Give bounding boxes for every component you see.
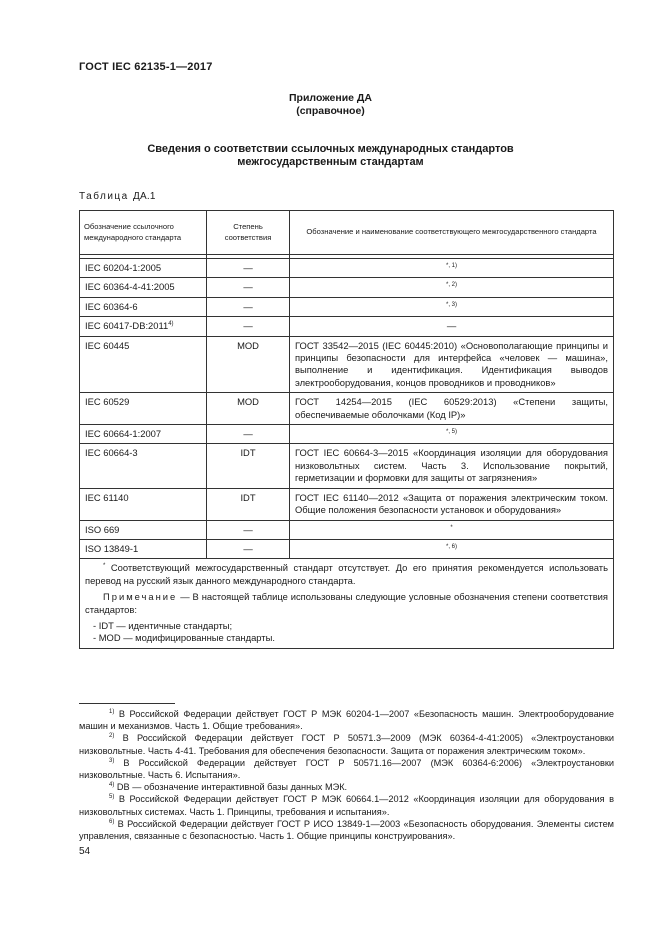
footnote-4: $^{4)}$ DB — обозначение интерактивной базы данных МЭК. bbox=[109, 782, 348, 793]
table-row bbox=[80, 488, 614, 520]
degree-cell: — bbox=[207, 278, 290, 297]
correspondence-table bbox=[79, 210, 614, 649]
degree-cell: — bbox=[207, 520, 290, 539]
degree-cell: — bbox=[207, 297, 290, 316]
std-cell: IEC 60417-DB:2011$^{4)}$ bbox=[80, 317, 207, 336]
desc-cell: *, 3) bbox=[290, 297, 614, 316]
footnotes bbox=[79, 708, 614, 842]
desc-cell: ГОСТ IEC 60664-3—2015 «Координация изоляции для оборудования низковольтных систем. Часть 3. Использование покрытий, герметизации и формовки для защиты от загрязнения» bbox=[290, 444, 614, 488]
document-header: ГОСТ IEC 62135-1—2017 bbox=[79, 61, 213, 73]
std-cell: IEC 60364-6 bbox=[80, 297, 207, 316]
desc-cell: *, 2) bbox=[290, 278, 614, 297]
note-item-idt: - IDT — идентичные стандарты; bbox=[93, 619, 233, 631]
heading-line-1: Сведения о соответствии ссылочных международных стандартов bbox=[147, 143, 514, 155]
appendix-title: Приложение ДА bbox=[289, 92, 372, 104]
footnote-5: $^{5)}$ В Российской Федерации действует ГОСТ Р МЭК 60664.1—2012 «Координация изоляции для оборудования в низковольтных системах. Часть 1. Принципы, требования и испытания». bbox=[79, 794, 614, 817]
table-notes-row bbox=[80, 559, 614, 648]
note-text: — В настоящей таблице использованы следующие условные обозначения степени соответствия стандартов: bbox=[85, 591, 608, 615]
degree-cell: IDT bbox=[207, 444, 290, 488]
note-label: Примечание bbox=[103, 591, 178, 603]
std-cell: IEC 60529 bbox=[80, 393, 207, 425]
table-row bbox=[80, 317, 614, 336]
degree-cell: — bbox=[207, 259, 290, 278]
desc-cell: *, 6) bbox=[290, 539, 614, 558]
std-cell: ISO 13849-1 bbox=[80, 539, 207, 558]
degree-cell: — bbox=[207, 539, 290, 558]
footnote-1: $^{1)}$ В Российской Федерации действует ГОСТ Р МЭК 60204-1—2007 «Безопасность машин. Электрооборудование машин и механизмов. Часть 1. Общие требования». bbox=[79, 709, 614, 732]
footnote-3: $^{3)}$ В Российской Федерации действует ГОСТ Р 50571.16—2007 (МЭК 60364-6:2006) «Электроустановки низковольтные. Часть 6. Испытания». bbox=[79, 757, 614, 781]
table-row bbox=[80, 393, 614, 425]
heading-line-2: межгосударственным стандартам bbox=[237, 156, 424, 168]
table-caption bbox=[79, 191, 156, 202]
table-caption-number: ДА.1 bbox=[133, 191, 156, 202]
desc-cell: *, 5) bbox=[290, 425, 614, 444]
appendix-subtitle: (справочное) bbox=[296, 105, 365, 117]
page-number: 54 bbox=[79, 846, 91, 857]
table-row bbox=[80, 539, 614, 558]
footnote-6: $^{6)}$ В Российской Федерации действует ГОСТ Р ИСО 13849-1—2003 «Безопасность оборудования. Элементы систем управления, связанные с безопасностью. Часть 1. Общие принципы конструирования». bbox=[79, 818, 614, 842]
header-interstate-standard: Обозначение и наименование соответствующего межгосударственного стандарта bbox=[290, 211, 614, 255]
table-row bbox=[80, 259, 614, 278]
table-row bbox=[80, 425, 614, 444]
star-footnote: * Соответствующий межгосударственный стандарт отсутствует. До его принятия рекомендуется использовать перевод на русский язык данного международного стандарта. bbox=[85, 562, 608, 586]
degree-cell: — bbox=[207, 425, 290, 444]
std-cell: ISO 669 bbox=[80, 520, 207, 539]
std-cell: IEC 60664-1:2007 bbox=[80, 425, 207, 444]
desc-cell: ГОСТ 33542—2015 (IEC 60445:2010) «Основополагающие принципы и принципы безопасности для интерфейса «человек — машина», выполнение и идентификация. Идентификация выводов электрооборудования, концов проводников и проводников» bbox=[290, 336, 614, 393]
std-cell: IEC 60364-4-41:2005 bbox=[80, 278, 207, 297]
std-cell: IEC 60204-1:2005 bbox=[80, 259, 207, 278]
header-degree: Степень соответствия bbox=[207, 211, 290, 255]
table-row bbox=[80, 278, 614, 297]
table-row bbox=[80, 520, 614, 539]
table-row bbox=[80, 444, 614, 488]
degree-cell: — bbox=[207, 317, 290, 336]
table-caption-label: Таблица bbox=[79, 191, 129, 202]
desc-cell: * bbox=[290, 520, 614, 539]
desc-cell: *, 1) bbox=[290, 259, 614, 278]
degree-cell: IDT bbox=[207, 488, 290, 520]
table-note bbox=[85, 591, 608, 616]
degree-cell: MOD bbox=[207, 336, 290, 393]
table-notes bbox=[80, 559, 614, 648]
table-row bbox=[80, 297, 614, 316]
std-cell: IEC 61140 bbox=[80, 488, 207, 520]
desc-cell: — bbox=[290, 317, 614, 336]
note-item-mod: - MOD — модифицированные стандарты. bbox=[93, 632, 275, 644]
std-cell: IEC 60664-3 bbox=[80, 444, 207, 488]
desc-cell: ГОСТ 14254—2015 (IEC 60529:2013) «Степени защиты, обеспечиваемые оболочками (Код IP)» bbox=[290, 393, 614, 425]
table-header-row bbox=[80, 211, 614, 255]
degree-cell: MOD bbox=[207, 393, 290, 425]
desc-cell: ГОСТ IEC 61140—2012 «Защита от поражения электрическим током. Общие положения безопасности установок и оборудования» bbox=[290, 488, 614, 520]
std-cell: IEC 60445 bbox=[80, 336, 207, 393]
footnote-divider bbox=[79, 703, 175, 704]
header-reference-standard: Обозначение ссылочного международного стандарта bbox=[80, 211, 207, 255]
footnote-2: $^{2)}$ В Российской Федерации действует ГОСТ Р 50571.3—2009 (МЭК 60364-4-41:2005) «Электроустановки низковольтные. Часть 4-41. Требования для обеспечения безопасности. Защита от поражения электрическим током». bbox=[79, 733, 614, 756]
table-row bbox=[80, 336, 614, 393]
